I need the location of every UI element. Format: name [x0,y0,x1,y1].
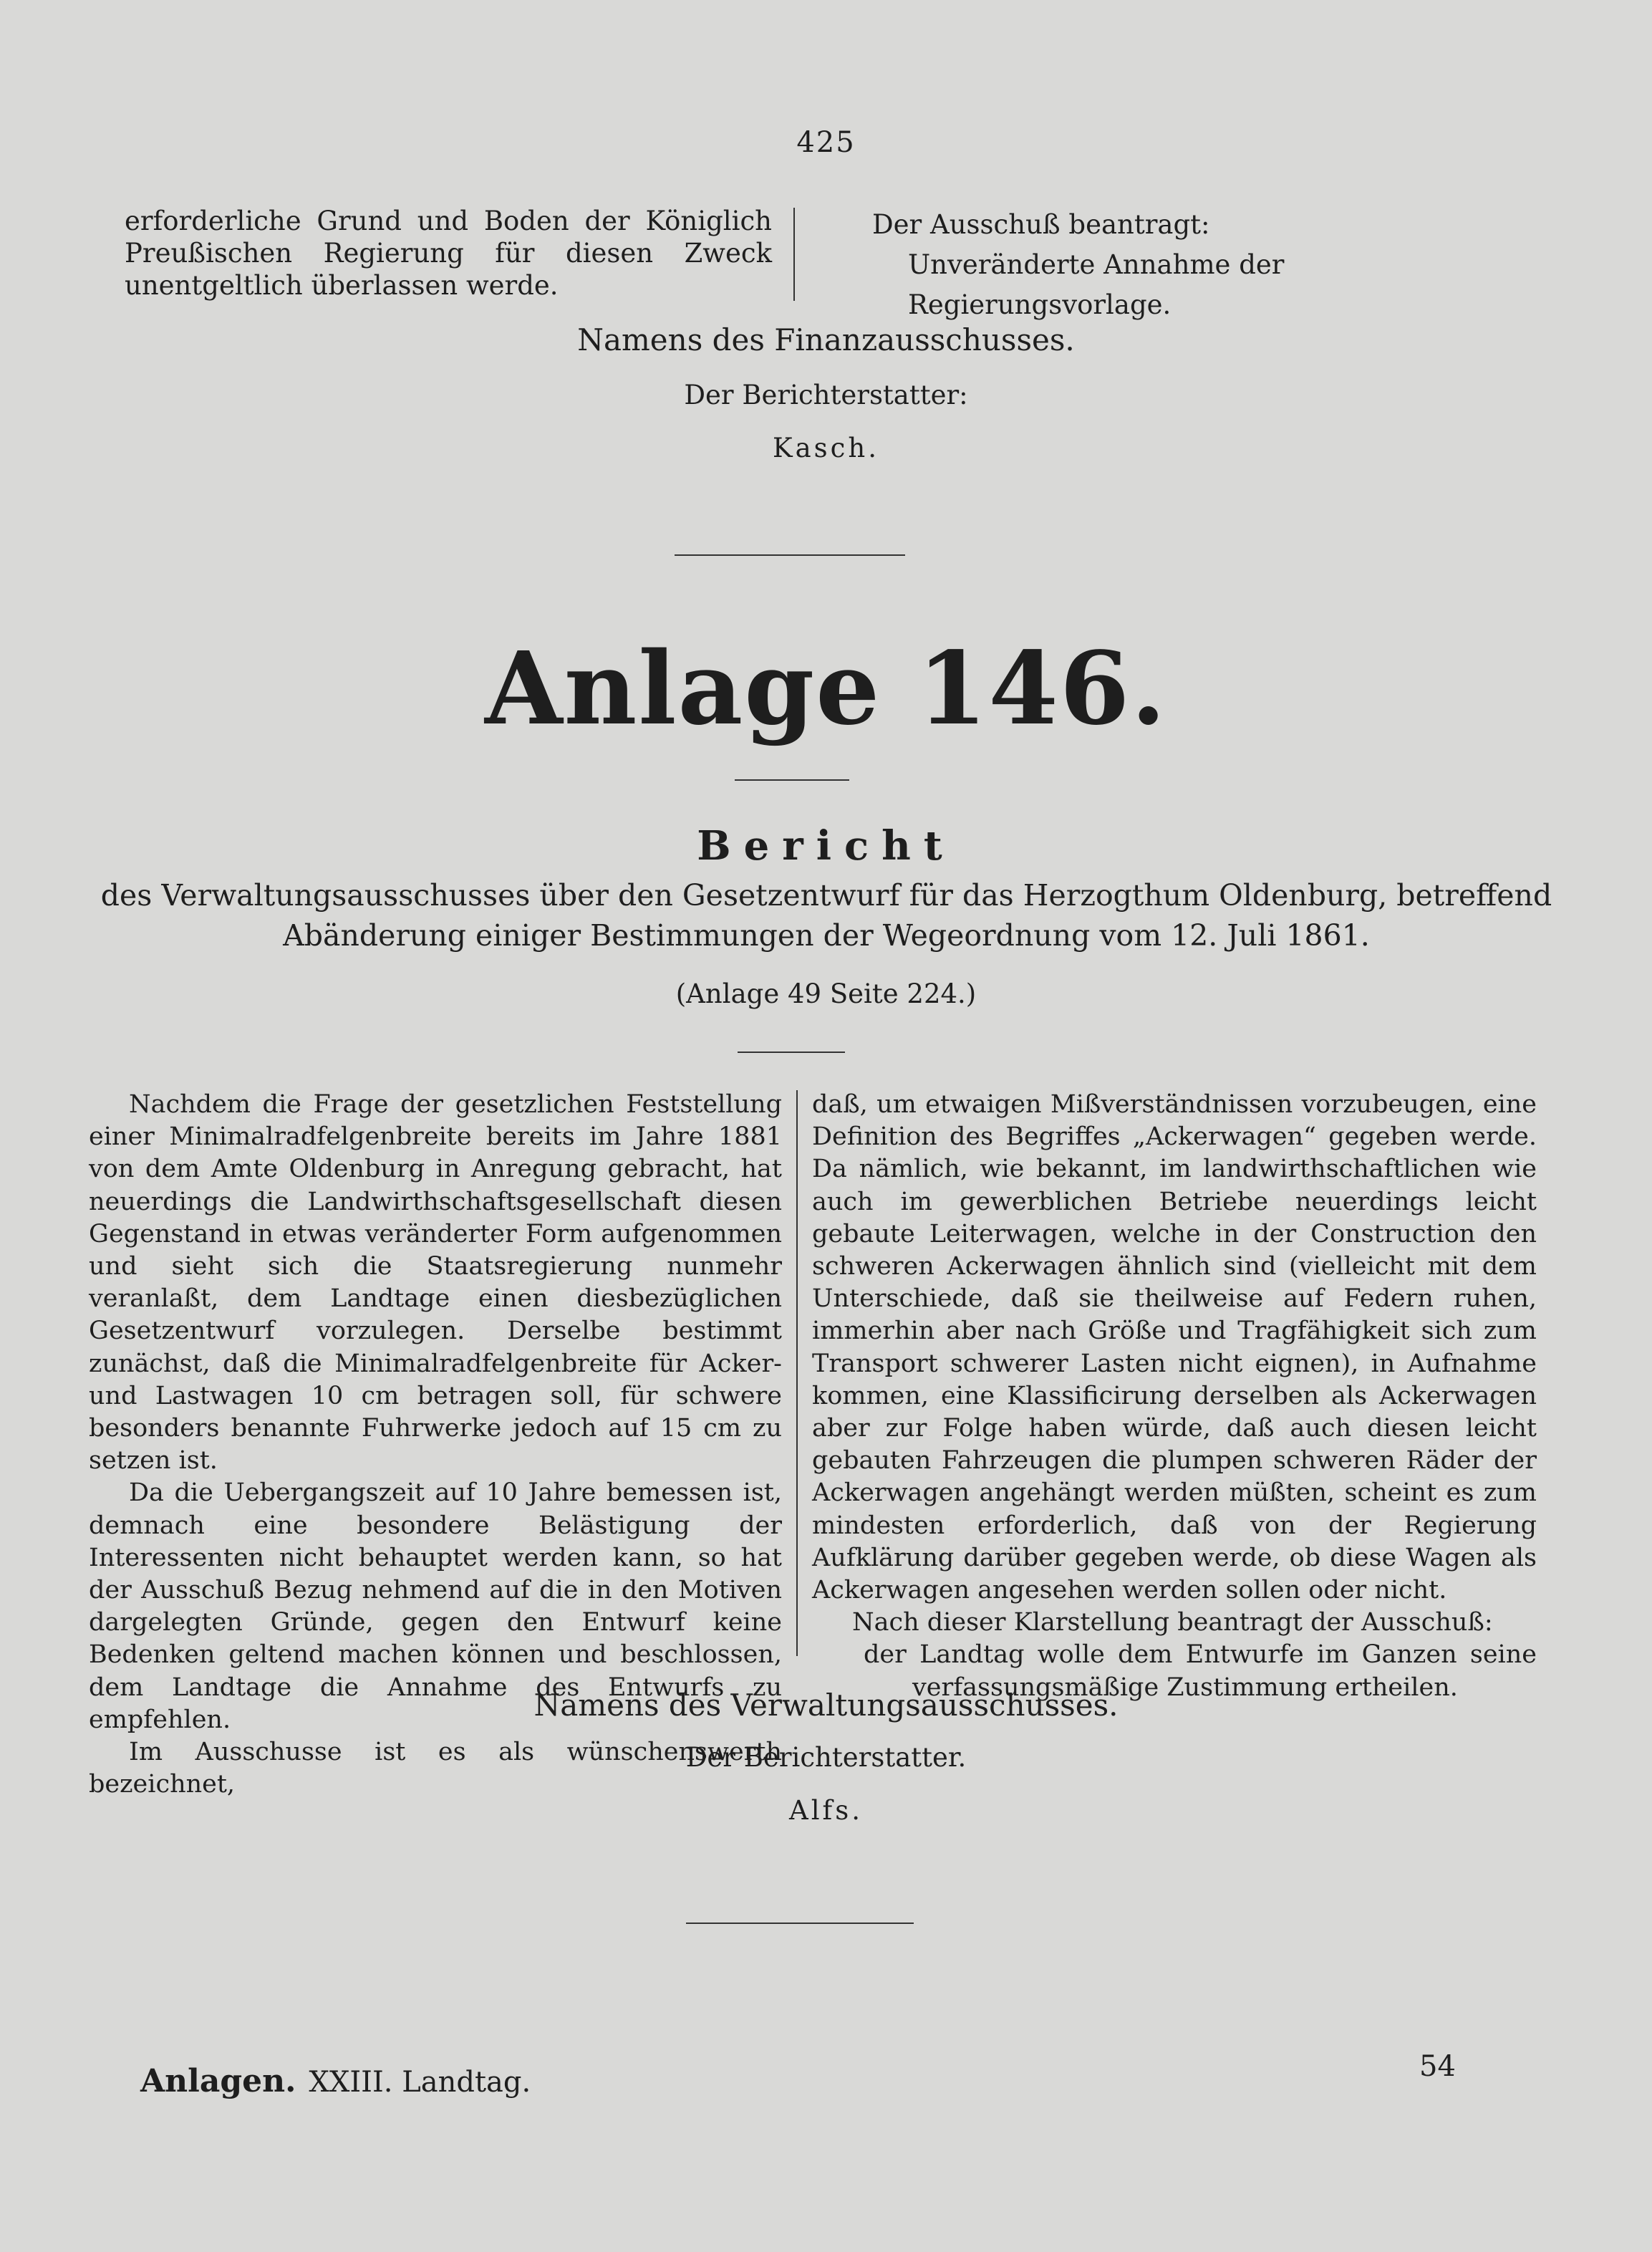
signature-committee-finance: Namens des Finanzausschusses. [577,322,1075,357]
page-number: 425 [796,126,856,159]
body-column-right [812,1089,1537,1704]
body-paragraph: daß, um etwaigen Mißverständnissen vorzubeugen, eine Definition des Begriffes „Ackerwagen“ gegeben werde. Da nämlich, wie bekannt, im landwirthschaftlichen wie auch im gewerblichen Betriebe neuerdings leicht gebaute Leiterwagen, welche in der Construction den schweren Ackerwagen ähnlich sind (vielleicht mit dem Unterschiede, daß sie theilweise auf Federn ruhen, immerhin aber nach Größe und Tragfähigkeit sich zum Transport schwerer Lasten nicht eignen), in Aufnahme kommen, eine Klassificirung derselben als Ackerwagen aber zur Folge haben würde, daß auch diesen leicht gebauten Fahrzeugen die plumpen schweren Räder der Ackerwagen angehängt werden müßten, scheint es zum mindesten erforderlich, daß von der Regierung Aufklärung darüber gegeben werde, ob diese Wagen als Ackerwagen angesehen werden sollen oder nicht. [812,1090,1537,1605]
signature-role-administration: Der Berichterstatter. [685,1742,967,1773]
footer-session: XXIII. Landtag. [309,2066,531,2099]
heading-rule [735,779,849,781]
sheet-number: 54 [1419,2050,1456,2083]
column-divider-top [793,208,795,301]
appendix-heading: Anlage 146. [485,630,1167,748]
body-paragraph: Nachdem die Frage der gesetzlichen Feststellung einer Minimalradfelgenbreite bereits im Jahre 1881 von dem Amte Oldenburg in Anregung gebracht, hat neuerdings die Landwirthschaftsgesellschaft diesen Gegenstand in etwas veränderter Form aufgenommen und sieht sich die Staatsregierung nunmehr veranlaßt, dem Landtage einen diesbezüglichen Gesetzentwurf vorzulegen. Derselbe bestimmt zunächst, daß die Minimalradfelgenbreite für Acker- und Lastwagen 10 cm betragen soll, für schwere besonders benannte Fuhrwerke jedoch auf 15 cm zu setzen ist. [89,1090,782,1476]
report-subtitle: des Verwaltungsausschusses über den Gesetzentwurf für das Herzogthum Oldenburg, betreffend Abänderung einiger Bestimmungen der Wegeordnung vom 12. Juli 1861. [100,878,1552,953]
motion-intro: Der Ausschuß beantragt: [872,209,1210,240]
report-title: Bericht [697,822,955,870]
section-separator-rule [675,554,905,556]
signature-committee-administration: Namens des Verwaltungsausschusses. [533,1688,1119,1723]
footer-left [140,2063,531,2099]
signature-name-finance: Kasch. [772,433,879,463]
end-rule [686,1923,914,1924]
motion-text: Unveränderte Annahme der Regierungsvorlage. [908,249,1285,320]
signature-role-finance: Der Berichterstatter: [684,380,968,410]
motion-block-top [816,205,1532,325]
body-paragraph: Nach dieser Klarstellung beantragt der Ausschuß: [852,1608,1493,1637]
motion-statement: der Landtag wolle dem Entwurfe im Ganzen seine verfassungsmäßige Zustimmung ertheilen. [864,1640,1537,1702]
signature-name-administration: Alfs. [789,1795,863,1826]
column-divider-body [796,1090,798,1656]
subtitle-rule [738,1052,845,1053]
body-paragraph: Im Ausschusse ist es als wünschenswerth bezeichnet, [89,1738,782,1799]
report-reference: (Anlage 49 Seite 224.) [675,978,977,1009]
continued-text-left: erforderliche Grund und Boden der Königlich Preußischen Regierung für diesen Zweck unentgeltlich überlassen werde. [125,206,772,301]
footer-label: Anlagen. [140,2063,296,2099]
body-paragraph: Da die Uebergangszeit auf 10 Jahre bemessen ist, demnach eine besondere Belästigung der Interessenten nicht behauptet werden kann, so hat der Ausschuß Bezug nehmend auf die in den Motiven dargelegten Gründe, gegen den Entwurf keine Bedenken geltend machen können und beschlossen, dem Landtage die Annahme des Entwurfs zu empfehlen. [89,1478,782,1734]
